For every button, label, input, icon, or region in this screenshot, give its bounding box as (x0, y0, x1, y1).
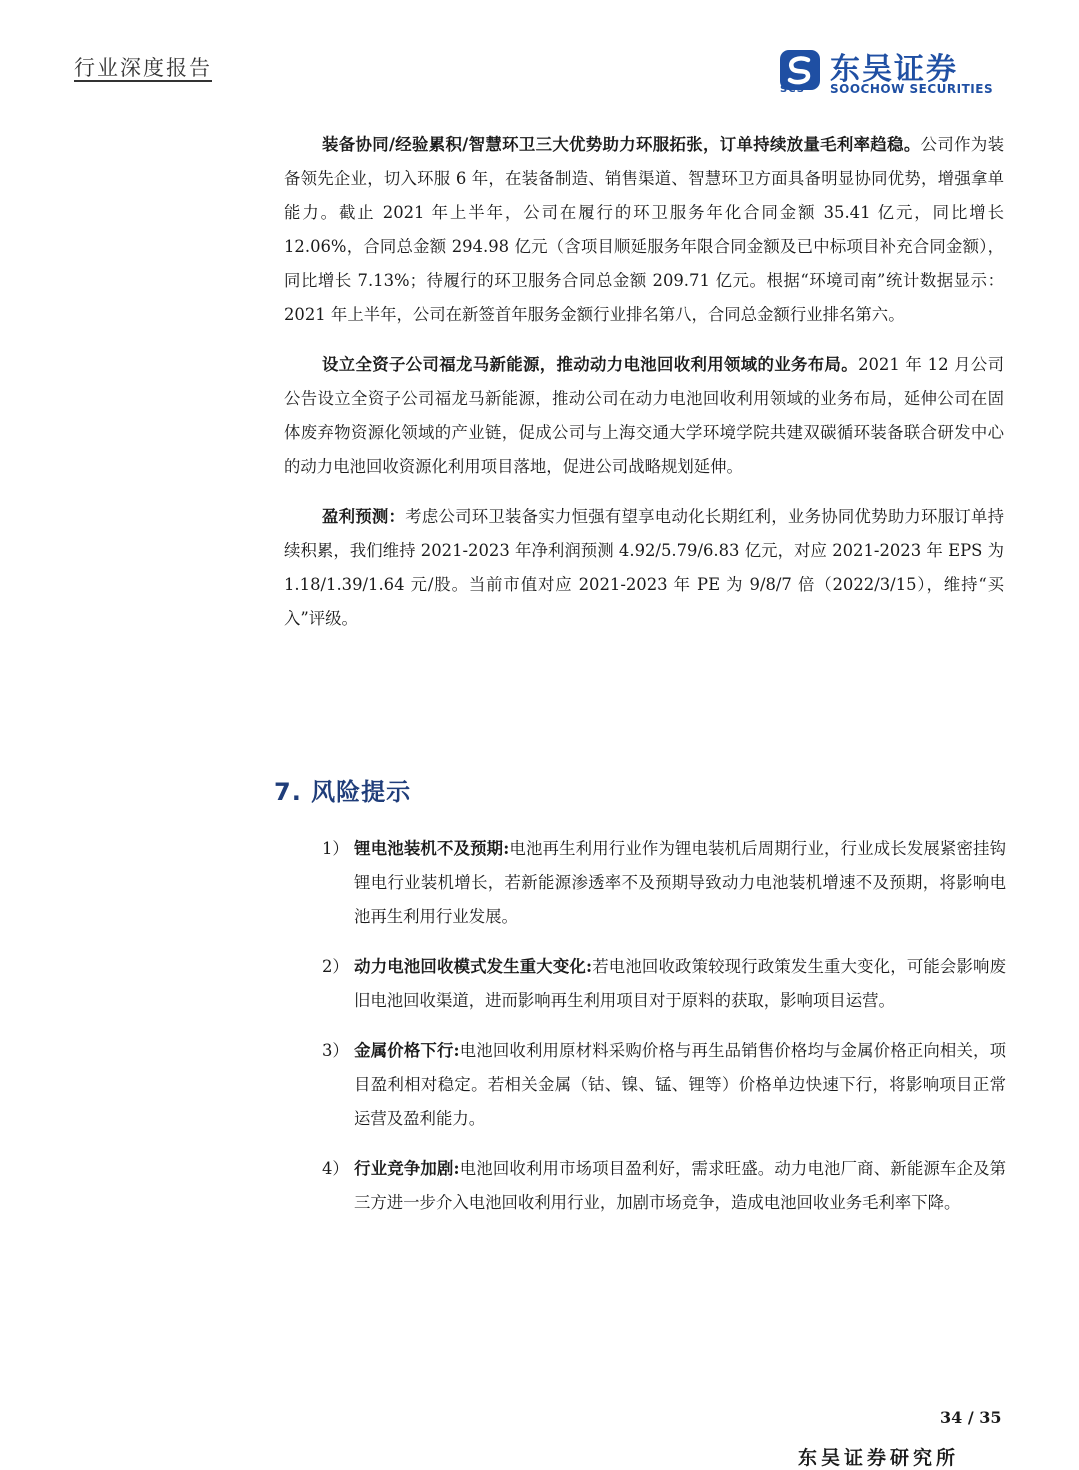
paragraph-subsidiary (284, 348, 1004, 484)
company-logo (778, 44, 998, 100)
risk-text: 若电池回收政策较现行政策发生重大变化，可能会影响废旧电池回收渠道，进而影响再生利用项目对于原料的获取，影响项目运营。 (354, 957, 1007, 1010)
report-type-label: 行业深度报告 (74, 56, 212, 80)
logo-en-text: SOOCHOW SECURITIES (830, 82, 994, 96)
risk-text: 电池回收利用市场项目盈利好，需求旺盛。动力电池厂商、新能源车企及第三方进一步介入电池回收利用行业，加剧市场竞争，造成电池回收业务毛利率下降。 (354, 1159, 1006, 1212)
paragraph-service-expansion (284, 128, 1004, 332)
paragraph-lead: 装备协同/经验累积/智慧环卫三大优势助力环服拓张，订单持续放量毛利率趋稳。 (322, 135, 921, 154)
body-content (284, 128, 1004, 652)
risk-number: 3） (322, 1041, 349, 1060)
risk-title: 锂电池装机不及预期: (354, 839, 510, 858)
paragraph-earnings-forecast (284, 500, 1004, 636)
risk-number: 2） (322, 957, 349, 976)
risk-text: 电池再生利用行业作为锂电装机后周期行业，行业成长发展紧密挂钩锂电行业装机增长，若新能源渗透率不及预期导致动力电池装机增速不及预期，将影响电池再生利用行业发展。 (354, 839, 1006, 926)
risk-number: 1） (322, 839, 349, 858)
risk-number: 4） (322, 1159, 349, 1178)
footer-brand: 东吴证券研究所 (798, 1447, 960, 1469)
risk-item (322, 950, 1006, 1018)
risk-title: 行业竞争加剧: (354, 1159, 460, 1178)
risk-text: 电池回收利用原材料采购价格与再生品销售价格均与金属价格正向相关，项目盈利相对稳定。若相关金属（钴、镍、锰、锂等）价格单边快速下行，将影响项目正常运营及盈利能力。 (354, 1041, 1006, 1128)
paragraph-text: 公司作为装备领先企业，切入环服 6 年，在装备制造、销售渠道、智慧环卫方面具备明显协同优势，增强拿单能力。截止 2021 年上半年，公司在履行的环卫服务年化合同金额 35.41 亿元，同比增长 12.06%，合同总金额 294.98 亿元（含项目顺延服务年限合同金额及已中标项目补充合同金额），同比增长 7.13%；待履行的环卫服务合同总金额 209.71 亿元。根据“环境司南”统计数据显示：2021 年上半年，公司在新签首年服务金额行业排名第八，合同总金额行业排名第六。 (284, 135, 1004, 324)
paragraph-text: 2021 年 12 月公司公告设立全资子公司福龙马新能源，推动公司在动力电池回收利用领域的业务布局，延伸公司在固体废弃物资源化领域的产业链，促成公司与上海交通大学环境学院共建双碳循环装备联合研发中心的动力电池回收资源化利用项目落地，促进公司战略规划延伸。 (284, 355, 1005, 476)
page-number: 34 / 35 (940, 1408, 1002, 1427)
risk-title: 动力电池回收模式发生重大变化: (354, 957, 593, 976)
risk-list (322, 832, 1006, 1236)
section-heading-risk: 7. 风险提示 (274, 778, 412, 806)
logo-abbr-text: SCS (780, 84, 805, 95)
paragraph-lead: 盈利预测： (322, 507, 406, 526)
paragraph-lead: 设立全资子公司福龙马新能源，推动动力电池回收利用领域的业务布局。 (322, 355, 859, 374)
risk-item (322, 1034, 1006, 1136)
risk-item (322, 1152, 1006, 1220)
risk-item (322, 832, 1006, 934)
logo-cn-text: 东吴证券 (830, 52, 958, 87)
risk-title: 金属价格下行: (354, 1041, 460, 1060)
paragraph-text: 考虑公司环卫装备实力恒强有望享电动化长期红利，业务协同优势助力环服订单持续积累，我们维持 2021-2023 年净利润预测 4.92/5.79/6.83 亿元，对应 2021-2023 年 EPS 为 1.18/1.39/1.64 元/股。当前市值对应 2021-2023 年 PE 为 9/8/7 倍（2022/3/15），维持“买入”评级。 (284, 507, 1004, 628)
